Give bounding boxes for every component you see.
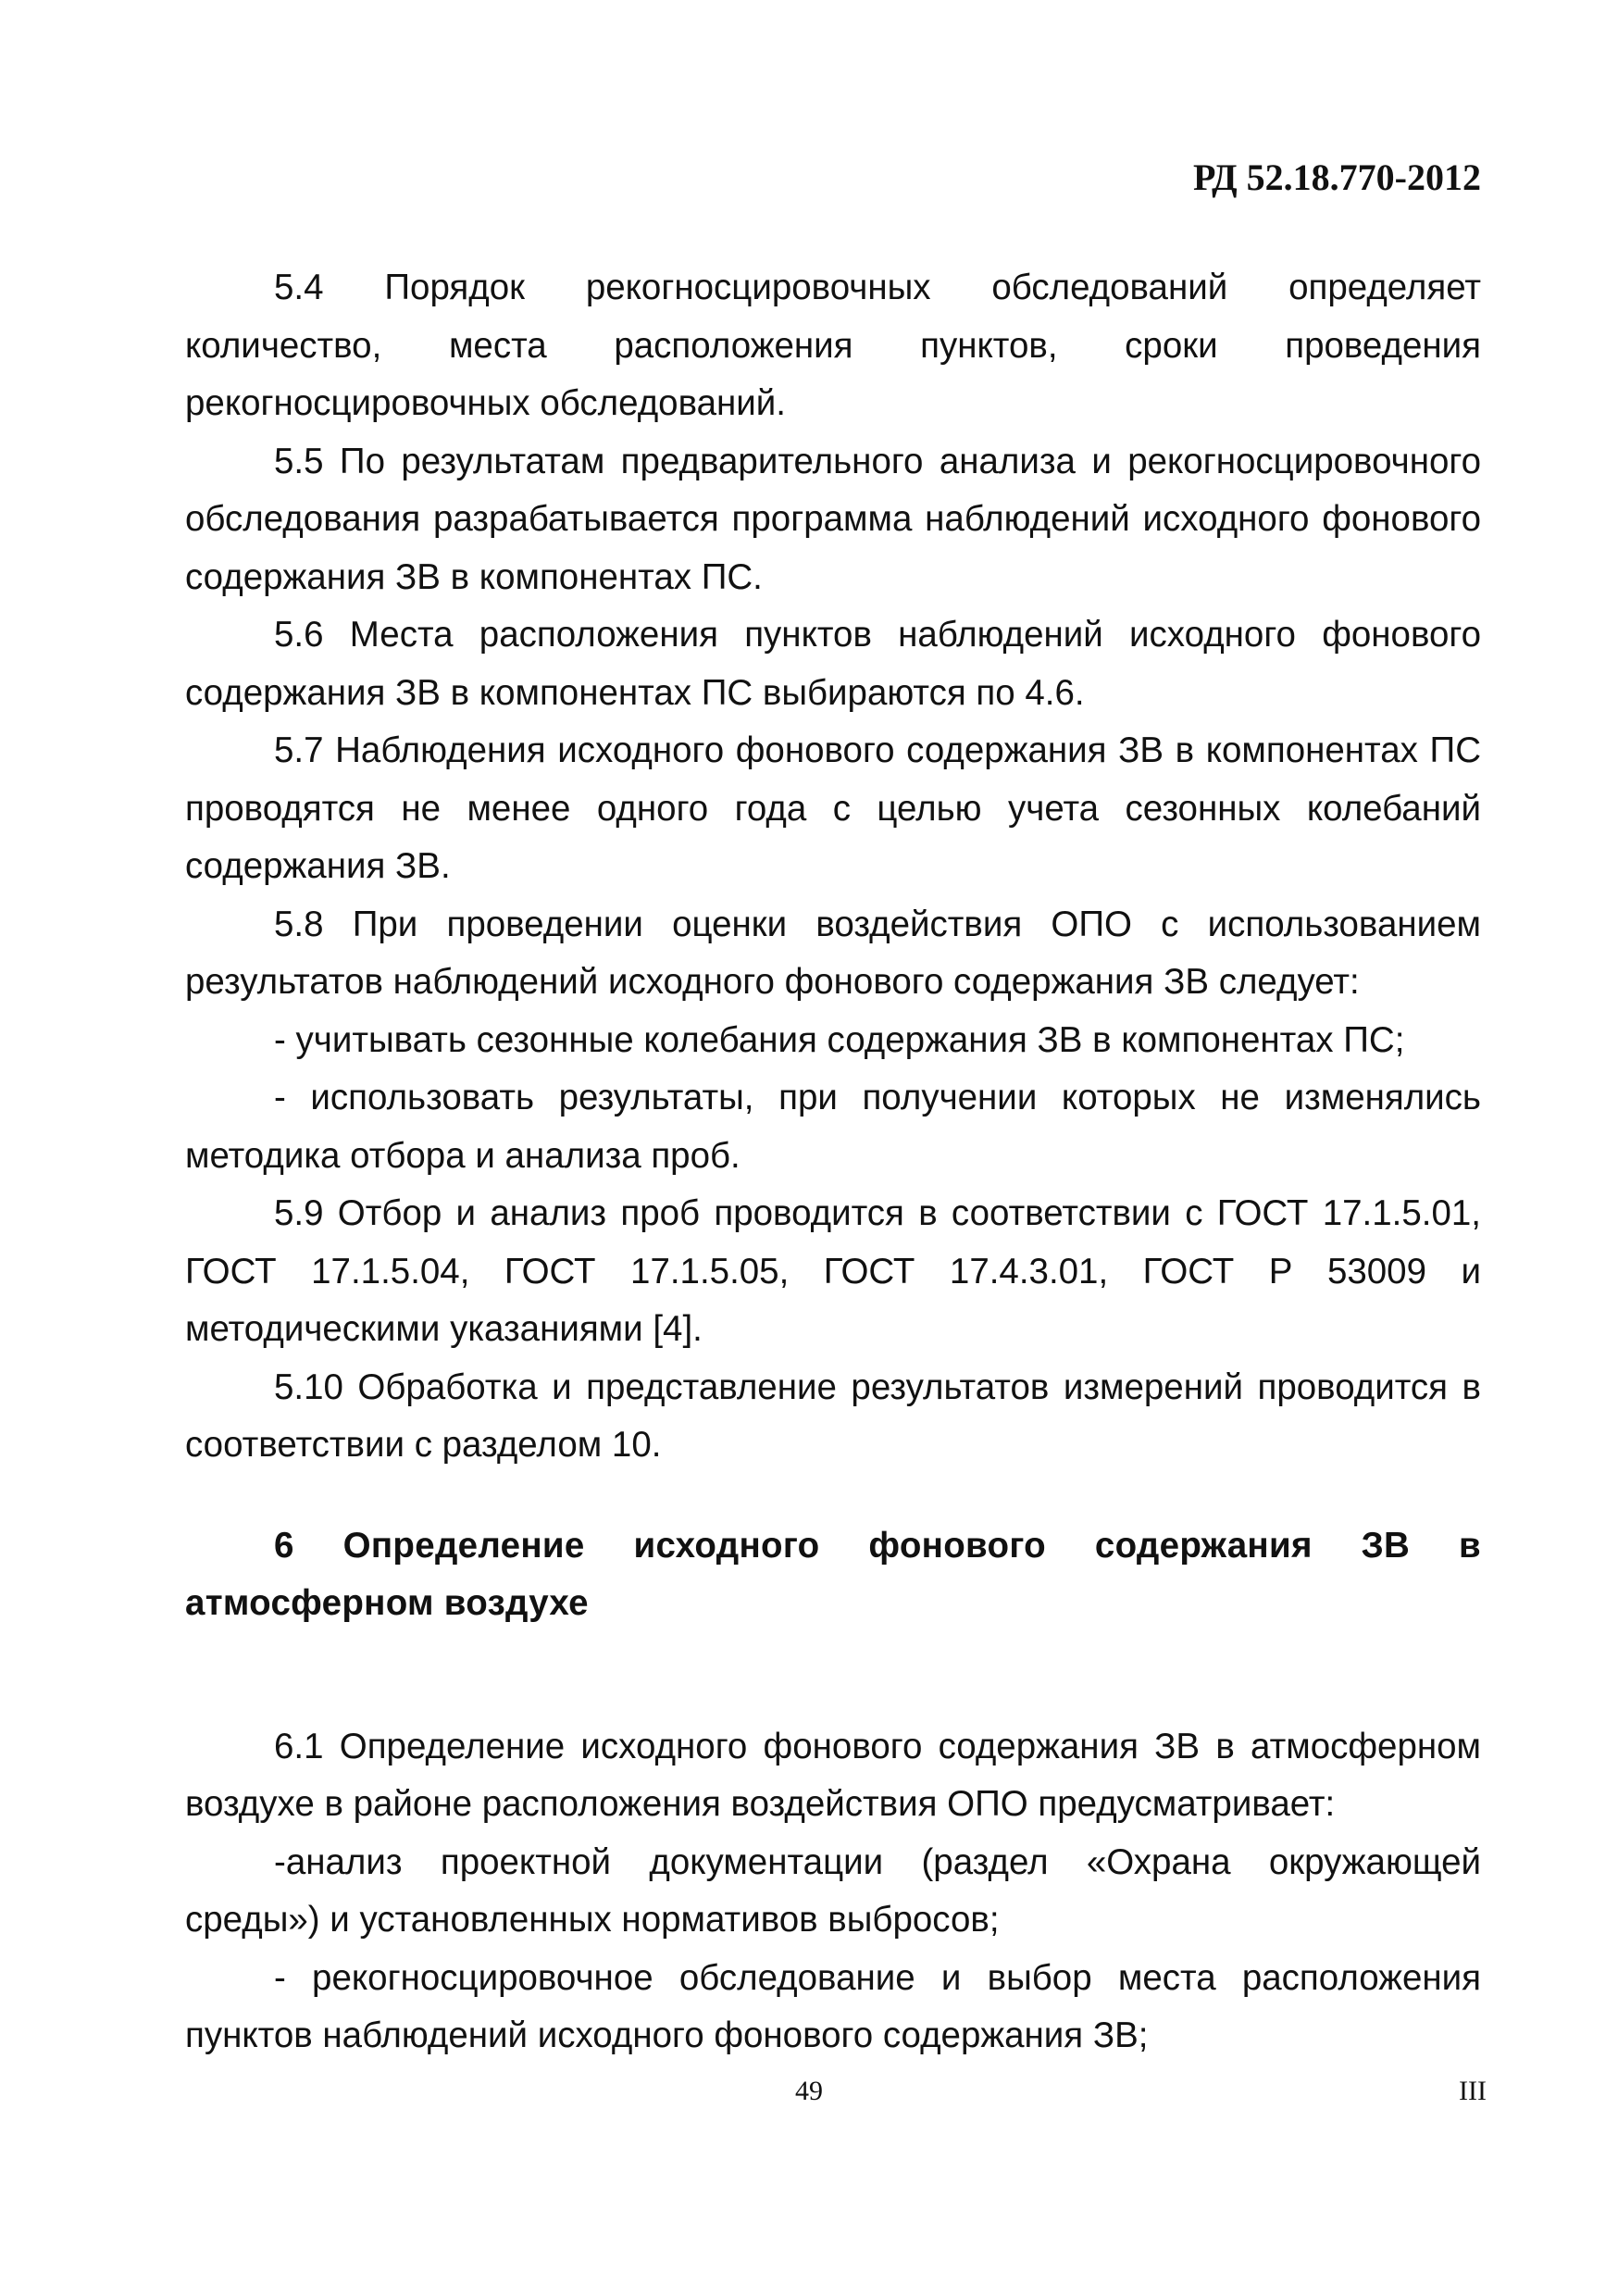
paragraph-5-7: 5.7 Наблюдения исходного фонового содержания ЗВ в компонентах ПС проводятся не менее одного года с целью учета сезонных колебаний содержания ЗВ. <box>185 730 1481 886</box>
paragraph-5-5: 5.5 По результатам предварительного анализа и рекогносцировочного обследования разрабатывается программа наблюдений исходного фонового содержания ЗВ в компонентах ПС. <box>185 441 1481 597</box>
page-number: 49 <box>795 2076 823 2106</box>
list-item-seasonal: - учитывать сезонные колебания содержания ЗВ в компонентах ПС; <box>274 1019 1405 1060</box>
document-code: РД 52.18.770-2012 <box>1193 156 1481 198</box>
list-item-results: - использовать результаты, при получении которых не изменялись методика отбора и анализа проб. <box>185 1078 1481 1176</box>
edition-mark: III <box>1459 2076 1487 2106</box>
paragraph-5-4: 5.4 Порядок рекогносцировочных обследований определяет количество, места расположения пунктов, сроки проведения рекогносцировочных обследований. <box>185 268 1481 423</box>
section-6-heading: 6 Определение исходного фонового содержания ЗВ в атмосферном воздухе <box>185 1525 1481 1623</box>
paragraph-5-8: 5.8 При проведении оценки воздействия ОПО с использованием результатов наблюдений исходного фонового содержания ЗВ следует: <box>185 904 1481 1002</box>
paragraph-5-9: 5.9 Отбор и анализ проб проводится в соответствии с ГОСТ 17.1.5.01, ГОСТ 17.1.5.04, ГОСТ 17.1.5.05, ГОСТ 17.4.3.01, ГОСТ Р 53009 и методическими указаниями [4]. <box>185 1193 1481 1349</box>
paragraph-6-1: 6.1 Определение исходного фонового содержания ЗВ в атмосферном воздухе в районе расположения воздействия ОПО предусматривает: <box>185 1726 1481 1824</box>
paragraph-5-6: 5.6 Места расположения пунктов наблюдений исходного фонового содержания ЗВ в компонентах ПС выбираются по 4.6. <box>185 615 1481 713</box>
list-item-survey: - рекогносцировочное обследование и выбор места расположения пунктов наблюдений исходного фонового содержания ЗВ; <box>185 1957 1481 2055</box>
list-item-analysis: -анализ проектной документации (раздел «Охрана окружающей среды») и установленных нормативов выбросов; <box>185 1841 1481 1940</box>
document-body <box>185 259 1481 2065</box>
paragraph-5-10: 5.10 Обработка и представление результатов измерений проводится в соответствии с разделом 10. <box>185 1366 1481 1465</box>
